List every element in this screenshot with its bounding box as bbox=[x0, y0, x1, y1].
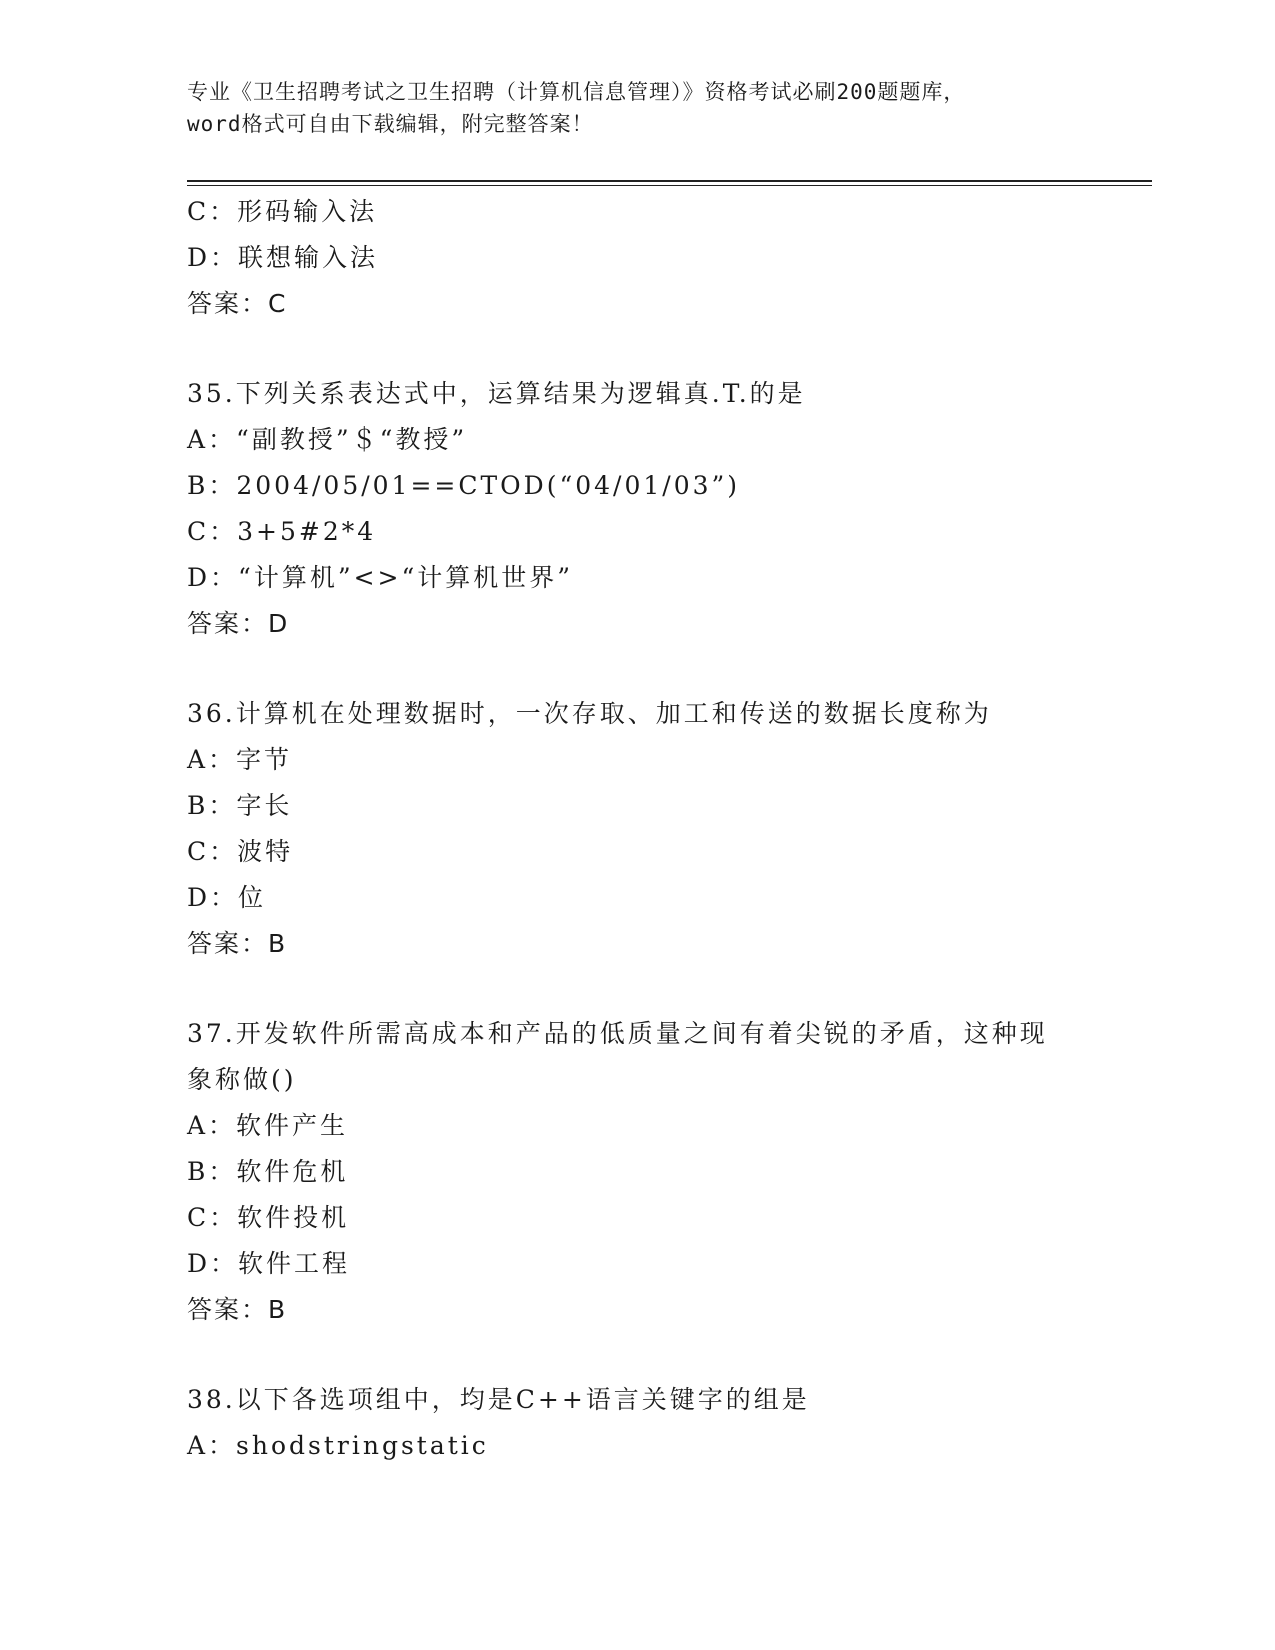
answer-line: 答案：B bbox=[187, 1295, 288, 1324]
option-a: A：字节 bbox=[187, 745, 293, 774]
header-divider-thin bbox=[187, 185, 1152, 186]
document-header bbox=[187, 76, 1087, 140]
question-text-line2: 象称做() bbox=[187, 1065, 297, 1094]
header-divider-thick bbox=[187, 180, 1152, 182]
document-body bbox=[187, 189, 1087, 1469]
question-34-continued bbox=[187, 189, 1087, 327]
question-38 bbox=[187, 1377, 1087, 1469]
option-a: A：shodstringstatic bbox=[187, 1431, 489, 1460]
question-text: 35.下列关系表达式中，运算结果为逻辑真.T.的是 bbox=[187, 379, 806, 408]
question-37 bbox=[187, 1011, 1087, 1333]
option-d: D：位 bbox=[187, 883, 267, 912]
question-text: 36.计算机在处理数据时，一次存取、加工和传送的数据长度称为 bbox=[187, 699, 992, 728]
option-d: D：“计算机”<>“计算机世界” bbox=[187, 563, 574, 592]
spacer bbox=[187, 967, 1087, 1011]
option-d: D：软件工程 bbox=[187, 1249, 351, 1278]
question-36 bbox=[187, 691, 1087, 967]
answer-line: 答案：B bbox=[187, 929, 288, 958]
option-d: D：联想输入法 bbox=[187, 243, 379, 272]
option-a: A：“副教授”＄“教授” bbox=[187, 425, 468, 454]
spacer bbox=[187, 647, 1087, 691]
spacer bbox=[187, 1333, 1087, 1377]
option-a: A：软件产生 bbox=[187, 1111, 349, 1140]
option-b: B：2004/05/01==CTOD(“04/01/03”) bbox=[187, 471, 741, 500]
header-title-line2: word格式可自由下载编辑，附完整答案！ bbox=[187, 112, 594, 136]
header-title-line1: 专业《卫生招聘考试之卫生招聘（计算机信息管理）》资格考试必刷200题题库， bbox=[187, 80, 966, 104]
option-b: B：字长 bbox=[187, 791, 293, 820]
answer-line: 答案：D bbox=[187, 609, 290, 638]
question-text: 38.以下各选项组中，均是C++语言关键字的组是 bbox=[187, 1385, 810, 1414]
answer-line: 答案：C bbox=[187, 289, 288, 318]
option-c: C：波特 bbox=[187, 837, 294, 866]
spacer bbox=[187, 327, 1087, 371]
option-c: C：形码输入法 bbox=[187, 197, 378, 226]
question-text-line1: 37.开发软件所需高成本和产品的低质量之间有着尖锐的矛盾，这种现 bbox=[187, 1019, 1048, 1048]
option-c: C：3+5#2*4 bbox=[187, 517, 377, 546]
option-b: B：软件危机 bbox=[187, 1157, 349, 1186]
question-35 bbox=[187, 371, 1087, 647]
option-c: C：软件投机 bbox=[187, 1203, 350, 1232]
